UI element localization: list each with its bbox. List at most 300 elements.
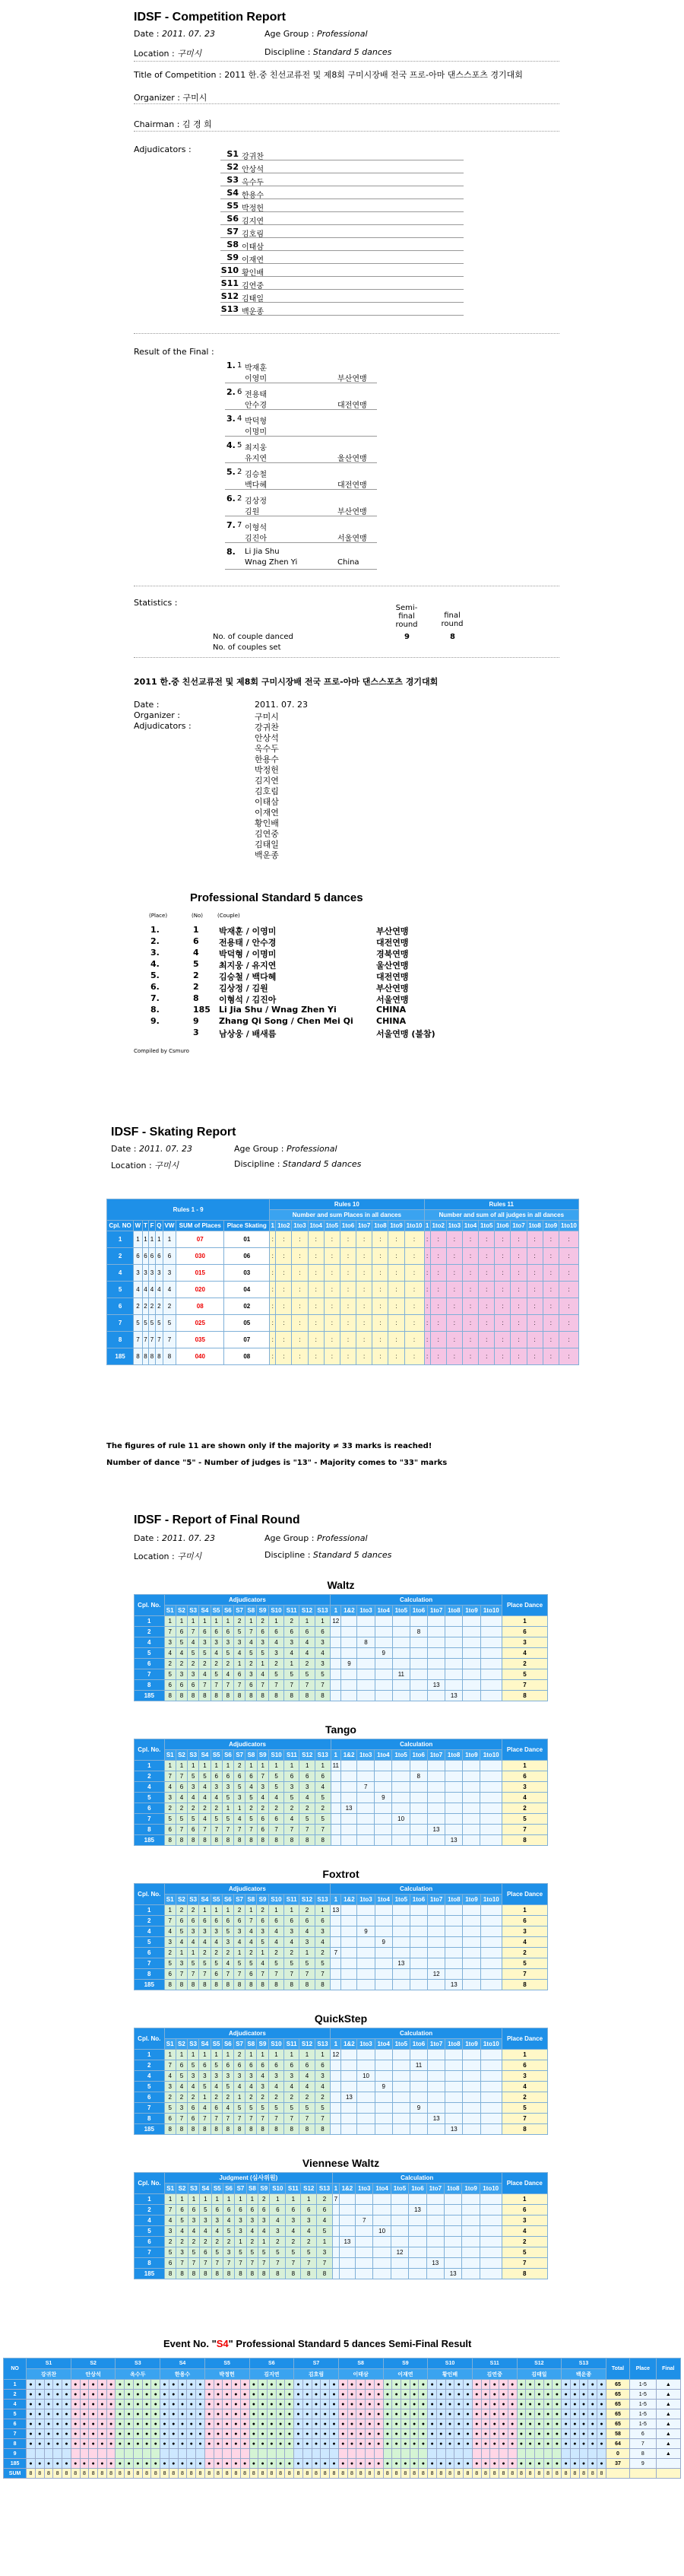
result-club: 대전연맹 <box>337 481 367 490</box>
summary-adjudicator: 황인배 <box>255 818 279 828</box>
judge-mark: 4 <box>164 1926 176 1937</box>
semi-mark: ● <box>553 2380 562 2390</box>
col-rule-range: 1to9 <box>543 1221 559 1231</box>
dance-row <box>135 1648 548 1659</box>
semi-place: 7 <box>630 2439 657 2449</box>
semi-mark: ● <box>187 2429 196 2439</box>
semi-row <box>4 2419 681 2429</box>
place-dance: 1 <box>502 1616 548 1627</box>
calc-cell: 12 <box>331 1616 341 1627</box>
semi-mark: ● <box>579 2400 588 2409</box>
semi-mark: ● <box>508 2380 517 2390</box>
judge-mark: 3 <box>270 2226 286 2237</box>
semi-sum-cell: 8 <box>553 2469 562 2479</box>
judge-mark: 5 <box>284 1793 299 1803</box>
judge-mark: 3 <box>200 2215 211 2226</box>
judge-mark: 1 <box>188 1761 199 1771</box>
semi-sum-cell: 8 <box>27 2469 36 2479</box>
semi-mark <box>428 2449 437 2459</box>
rule10-cell: : <box>324 1231 340 1248</box>
judge-mark: 4 <box>164 1782 176 1793</box>
judge-mark: 5 <box>301 2247 317 2258</box>
semi-mark: ● <box>490 2429 499 2439</box>
semi-mark: ● <box>98 2419 107 2429</box>
semi-mark: ● <box>392 2400 401 2409</box>
calc-cell <box>480 1761 502 1771</box>
calc-cell <box>357 1691 375 1701</box>
rule10-cell: : <box>270 1282 276 1298</box>
judge-mark: 7 <box>200 2258 211 2269</box>
result-place: 3. <box>226 414 236 424</box>
judge-mark: 2 <box>246 2237 258 2247</box>
dance-place: 4 <box>155 1282 163 1298</box>
rule10-cell: : <box>292 1282 308 1298</box>
calc-cell <box>410 1648 427 1659</box>
semi-mark: ● <box>517 2459 526 2469</box>
rule10-cell: : <box>324 1282 340 1298</box>
col-rule-range: 1to8 <box>372 1221 388 1231</box>
calc-cell <box>480 1648 502 1659</box>
calc-cell <box>480 1980 502 1990</box>
calc-cell <box>331 1916 341 1926</box>
semi-mark: ● <box>410 2459 419 2469</box>
semi-mark: ● <box>374 2400 383 2409</box>
place-dance: 2 <box>502 1659 548 1669</box>
semi-mark: ● <box>160 2459 169 2469</box>
semi-mark: ● <box>464 2459 473 2469</box>
semi-mark: ● <box>178 2400 187 2409</box>
judge-mark: 6 <box>257 1825 268 1835</box>
judge-mark: 6 <box>235 2205 246 2215</box>
calc-cell <box>428 1616 445 1627</box>
rule10-cell: : <box>372 1248 388 1265</box>
semi-mark <box>178 2449 187 2459</box>
semi-mark: ● <box>240 2409 249 2419</box>
semi-sum-total <box>606 2469 629 2479</box>
judge-col: S1 <box>164 1750 176 1761</box>
judge-mark: 6 <box>299 2060 315 2071</box>
dance-title: QuickStep <box>314 2012 368 2025</box>
calc-col: 1 <box>331 1895 341 1905</box>
place-dance: 5 <box>502 2247 547 2258</box>
semi-mark: ● <box>294 2429 303 2439</box>
rule10-cell: : <box>324 1348 340 1365</box>
rule10-cell: : <box>372 1315 388 1332</box>
semi-mark: ● <box>80 2459 89 2469</box>
rule11-cell: : <box>424 1231 430 1248</box>
judge-mark: 4 <box>200 2226 211 2237</box>
judge-mark: 1 <box>233 1659 245 1669</box>
rule11-cell: : <box>446 1248 462 1265</box>
semi-mark: ● <box>490 2439 499 2449</box>
semi-mark: ● <box>35 2380 44 2390</box>
semi-mark: ● <box>543 2429 553 2439</box>
judge-mark: 5 <box>176 2215 188 2226</box>
calc-cell <box>375 1926 392 1937</box>
calc-cell: 8 <box>410 1771 427 1782</box>
semi-mark: ● <box>276 2400 285 2409</box>
cpl-no: 2 <box>135 2205 165 2215</box>
semi-mark: ● <box>428 2409 437 2419</box>
judge-mark: 7 <box>222 1825 233 1835</box>
semi-mark <box>44 2449 53 2459</box>
semi-mark: ● <box>472 2380 481 2390</box>
judge-col: S1 <box>164 1606 176 1616</box>
calc-cell <box>375 2092 392 2103</box>
semi-mark: ● <box>169 2400 178 2409</box>
judge-mark: 2 <box>234 1761 245 1771</box>
summary-no: 1 <box>193 925 199 935</box>
judge-mark: 2 <box>188 2092 199 2103</box>
judge-mark: 2 <box>268 1659 284 1669</box>
judge-mark: 7 <box>164 2205 176 2215</box>
judge-mark: 5 <box>223 2226 234 2237</box>
judge-mark: 2 <box>315 1803 331 1814</box>
semi-mark: ● <box>597 2390 606 2400</box>
semi-mark: ● <box>62 2439 71 2449</box>
judge-mark: 1 <box>211 1761 222 1771</box>
judge-mark: 2 <box>176 1659 187 1669</box>
judge-mark: 7 <box>245 2114 257 2124</box>
semi-mark: ● <box>80 2439 89 2449</box>
judge-mark: 8 <box>199 1835 211 1846</box>
semi-mark: ● <box>436 2409 445 2419</box>
title-of-competition: Title of Competition : 2011 한.중 친선교류전 및 제8회 구미시장배 전국 프로-아마 댄스스포츠 경기대회 <box>134 70 523 80</box>
semi-mark: ● <box>249 2439 258 2449</box>
semi-judge-code: S1 <box>27 2358 71 2369</box>
semi-mark <box>499 2449 508 2459</box>
calc-cell <box>480 1771 502 1782</box>
semi-mark: ● <box>366 2380 375 2390</box>
semi-mark: ● <box>436 2419 445 2429</box>
semi-mark: ● <box>347 2429 356 2439</box>
skating-note2: Number of dance "5" - Number of judges is "13" - Majority comes to "33" marks <box>106 1459 448 1467</box>
summary-couple: 전용태 / 안수경 <box>219 938 277 948</box>
calc-cell: 13 <box>427 1825 445 1835</box>
semi-mark: ● <box>562 2439 571 2449</box>
result-club: 울산연맹 <box>337 455 367 463</box>
semi-mark <box>553 2449 562 2459</box>
semi-no: 5 <box>4 2409 27 2419</box>
semi-sum-cell: 8 <box>187 2469 196 2479</box>
rule10-cell: : <box>340 1265 356 1282</box>
semi-mark: ● <box>44 2390 53 2400</box>
judge-mark: 7 <box>188 1627 199 1637</box>
semi-total: 65 <box>606 2380 629 2390</box>
semi-mark: ● <box>178 2459 187 2469</box>
semi-mark: ● <box>196 2390 205 2400</box>
sum-of-places: 07 <box>176 1231 224 1248</box>
semi-mark: ● <box>294 2390 303 2400</box>
judge-mark: 5 <box>199 1648 211 1659</box>
judge-mark: 6 <box>164 1825 176 1835</box>
calc-cell: 9 <box>375 1648 392 1659</box>
judge-mark: 2 <box>164 2092 176 2103</box>
semi-mark: ● <box>553 2459 562 2469</box>
semi-mark: ● <box>508 2459 517 2469</box>
semi-mark: ● <box>232 2390 241 2400</box>
semi-sum-place <box>630 2469 657 2479</box>
rule10-cell: : <box>340 1282 356 1298</box>
judge-mark: 6 <box>257 2060 268 2071</box>
semi-mark <box>436 2449 445 2459</box>
semi-sum-cell: 8 <box>464 2469 473 2479</box>
judge-mark: 4 <box>233 1937 245 1948</box>
rule11-cell: : <box>511 1231 527 1248</box>
judge-mark: 1 <box>176 2050 187 2060</box>
judge-mark: 8 <box>268 2124 284 2135</box>
summary-couple: 김상정 / 김원 <box>219 983 268 993</box>
sum-of-places: 020 <box>176 1282 224 1298</box>
judge-mark: 1 <box>199 2050 211 2060</box>
place-dance: 1 <box>502 1761 547 1771</box>
judge-col: S3 <box>188 2184 199 2194</box>
semi-mark: ● <box>267 2419 276 2429</box>
sk-date: Date : 2011. 07. 23 <box>111 1144 192 1154</box>
judge-mark: 4 <box>164 2071 176 2082</box>
rule11-cell: : <box>527 1315 543 1332</box>
semi-no: 4 <box>4 2400 27 2409</box>
judge-mark: 1 <box>235 2194 246 2205</box>
semi-mark: ● <box>133 2390 142 2400</box>
semi-total: 65 <box>606 2390 629 2400</box>
underline <box>225 462 377 463</box>
semi-mark: ● <box>151 2409 160 2419</box>
rule10-cell: : <box>308 1315 324 1332</box>
semi-mark: ● <box>454 2390 464 2400</box>
judge-mark: 1 <box>176 1761 187 1771</box>
calc-cell <box>480 2071 502 2082</box>
calc-cell <box>331 1680 341 1691</box>
cpl-no-header: Cpl. No. <box>135 1739 165 1761</box>
judge-mark: 1 <box>284 1659 299 1669</box>
calc-cell <box>410 1958 427 1969</box>
adjudicator-code: S12 <box>220 291 239 301</box>
rule10-cell: : <box>324 1315 340 1332</box>
semi-mark: ● <box>285 2380 294 2390</box>
rule10-cell: : <box>388 1298 404 1315</box>
semi-mark: ● <box>579 2419 588 2429</box>
semi-place: 8 <box>630 2449 657 2459</box>
semi-mark: ● <box>169 2390 178 2400</box>
calc-cell <box>463 1958 480 1969</box>
semi-mark: ● <box>454 2409 464 2419</box>
judge-mark: 7 <box>245 1627 257 1637</box>
calc-col: 1to8 <box>445 2184 462 2194</box>
summary-place: 2. <box>150 936 160 946</box>
semi-mark <box>204 2449 214 2459</box>
semi-mark: ● <box>169 2380 178 2390</box>
calc-cell <box>392 1926 410 1937</box>
judge-mark: 6 <box>268 1627 284 1637</box>
semi-mark <box>445 2449 454 2459</box>
judge-mark: 3 <box>257 1637 268 1648</box>
judge-mark: 2 <box>211 1659 222 1669</box>
result-woman: Wnag Zhen Yi <box>245 558 298 567</box>
calc-cell <box>410 1825 427 1835</box>
calc-cell <box>331 2092 341 2103</box>
dance-row <box>135 2060 548 2071</box>
calc-cell <box>339 2247 355 2258</box>
semi-mark: ● <box>133 2459 142 2469</box>
judge-mark: 6 <box>233 2060 245 2071</box>
calc-cell <box>463 2092 480 2103</box>
judge-mark: 7 <box>234 1825 245 1835</box>
judge-mark: 4 <box>268 1793 284 1803</box>
judge-mark: 3 <box>188 2071 199 2082</box>
semi-mark: ● <box>160 2439 169 2449</box>
calc-col: 1to6 <box>410 2039 427 2050</box>
semi-mark: ● <box>588 2390 597 2400</box>
calculation-header: Calculation <box>331 1884 502 1895</box>
dance-sub-row <box>135 1606 548 1616</box>
place-dance: 8 <box>502 1980 548 1990</box>
judge-mark: 8 <box>284 1691 299 1701</box>
semi-mark: ● <box>499 2429 508 2439</box>
calc-cell <box>462 2215 480 2226</box>
semi-mark: ● <box>178 2429 187 2439</box>
judge-mark: 4 <box>199 1937 211 1948</box>
judge-mark: 5 <box>233 2103 245 2114</box>
semi-sum-cell: 8 <box>249 2469 258 2479</box>
semi-mark: ● <box>258 2390 268 2400</box>
semi-mark: ● <box>125 2419 134 2429</box>
cpl-no: 5 <box>135 2226 165 2237</box>
judge-mark: 5 <box>233 1958 245 1969</box>
dance-row <box>135 1793 548 1803</box>
calc-cell <box>375 2114 392 2124</box>
calc-cell <box>462 2258 480 2269</box>
judge-col: S7 <box>235 2184 246 2194</box>
summary-adjudicator: 이태삼 <box>255 797 279 807</box>
rule11-cell: : <box>559 1265 578 1282</box>
summary-club: 부산연맹 <box>376 926 409 936</box>
semi-mark: ● <box>232 2409 241 2419</box>
judge-mark: 7 <box>246 2258 258 2269</box>
judge-mark: 8 <box>222 1691 233 1701</box>
semi-no: 185 <box>4 2459 27 2469</box>
semi-event-code: S4 <box>216 2338 229 2349</box>
semi-total: 65 <box>606 2419 629 2429</box>
dance-place: 2 <box>155 1298 163 1315</box>
calc-cell: 7 <box>357 1782 375 1793</box>
semi-mark: ● <box>98 2409 107 2419</box>
semi-mark: ● <box>160 2429 169 2439</box>
underline <box>220 211 464 212</box>
semi-mark: ● <box>401 2400 410 2409</box>
semi-mark: ● <box>214 2429 223 2439</box>
judge-mark: 8 <box>257 1980 268 1990</box>
stat-row1-v1: 9 <box>404 633 410 641</box>
judge-mark: 4 <box>284 1937 299 1948</box>
semi-mark: ● <box>454 2459 464 2469</box>
semi-mark: ● <box>445 2409 454 2419</box>
semi-mark: ● <box>302 2429 312 2439</box>
stat-row1-label: No. of couple danced <box>213 633 293 641</box>
calc-cell <box>463 1980 480 1990</box>
judge-mark: 7 <box>245 1825 257 1835</box>
semi-mark: ● <box>116 2419 125 2429</box>
semi-judge-name: 백운종 <box>562 2369 606 2380</box>
dance-row <box>135 1948 548 1958</box>
semi-mark: ● <box>71 2419 80 2429</box>
judge-mark: 6 <box>176 1680 187 1691</box>
place-dance-header: Place Dance <box>502 2173 547 2194</box>
judge-mark: 2 <box>223 2237 234 2247</box>
judge-mark: 1 <box>199 1761 211 1771</box>
judge-mark: 2 <box>211 2237 223 2247</box>
calc-cell <box>375 1669 392 1680</box>
dance-row <box>135 1803 548 1814</box>
calc-cell <box>331 1937 341 1948</box>
semi-mark: ● <box>151 2400 160 2409</box>
semi-mark: ● <box>178 2390 187 2400</box>
semi-mark: ● <box>125 2390 134 2400</box>
rule10-cell: : <box>308 1248 324 1265</box>
judge-mark: 5 <box>268 2103 284 2114</box>
calc-cell <box>410 1691 427 1701</box>
judge-mark: 1 <box>188 2050 199 2060</box>
semi-mark: ● <box>543 2419 553 2429</box>
dance-header-row <box>135 1884 548 1895</box>
cpl-no: 5 <box>135 1793 165 1803</box>
adjudicator-name: 황인배 <box>242 269 264 278</box>
semi-mark <box>106 2449 116 2459</box>
rule11-cell: : <box>527 1282 543 1298</box>
cpl-no: 185 <box>135 2124 165 2135</box>
summary <box>0 669 684 1095</box>
adjudicators-header: Adjudicators <box>164 2028 331 2039</box>
semi-mark <box>401 2449 410 2459</box>
judge-mark: 3 <box>222 1937 233 1948</box>
calc-cell <box>373 2205 391 2215</box>
semi-mark: ● <box>481 2380 490 2390</box>
semi-judge-code: S11 <box>472 2358 517 2369</box>
semi-mark <box>543 2449 553 2459</box>
dance-row <box>135 1835 548 1846</box>
judge-mark: 1 <box>199 1905 211 1916</box>
calc-cell <box>356 2226 373 2237</box>
dance-row <box>135 2226 548 2237</box>
judge-mark: 6 <box>245 1771 257 1782</box>
judge-mark: 2 <box>176 2092 187 2103</box>
skating-row <box>107 1332 579 1348</box>
dance-header-row <box>135 1595 548 1606</box>
judge-mark: 2 <box>188 1905 199 1916</box>
semi-mark: ● <box>366 2409 375 2419</box>
summary-org-value: 구미시 <box>255 712 279 722</box>
judge-mark: 7 <box>299 1680 315 1691</box>
semi-mark: ● <box>151 2419 160 2429</box>
judge-mark: 5 <box>188 1771 199 1782</box>
summary-no: 9 <box>193 1016 199 1026</box>
adjudicators-header: Adjudicators <box>164 1595 331 1606</box>
judge-col: S4 <box>199 1606 211 1616</box>
semi-mark: ● <box>27 2390 36 2400</box>
judge-mark: 1 <box>315 1761 331 1771</box>
judge-mark: 8 <box>176 2269 188 2279</box>
semi-mark: ● <box>472 2390 481 2400</box>
judge-col: S2 <box>176 1606 187 1616</box>
semi-mark: ● <box>579 2429 588 2439</box>
judge-mark: 8 <box>299 2124 315 2135</box>
judge-mark: 6 <box>211 2103 222 2114</box>
judge-col: S8 <box>245 1606 257 1616</box>
semi-mark: ● <box>570 2380 579 2390</box>
rule10-cell: : <box>372 1265 388 1282</box>
summary-place: 4. <box>150 959 160 969</box>
calc-cell <box>428 1980 445 1990</box>
